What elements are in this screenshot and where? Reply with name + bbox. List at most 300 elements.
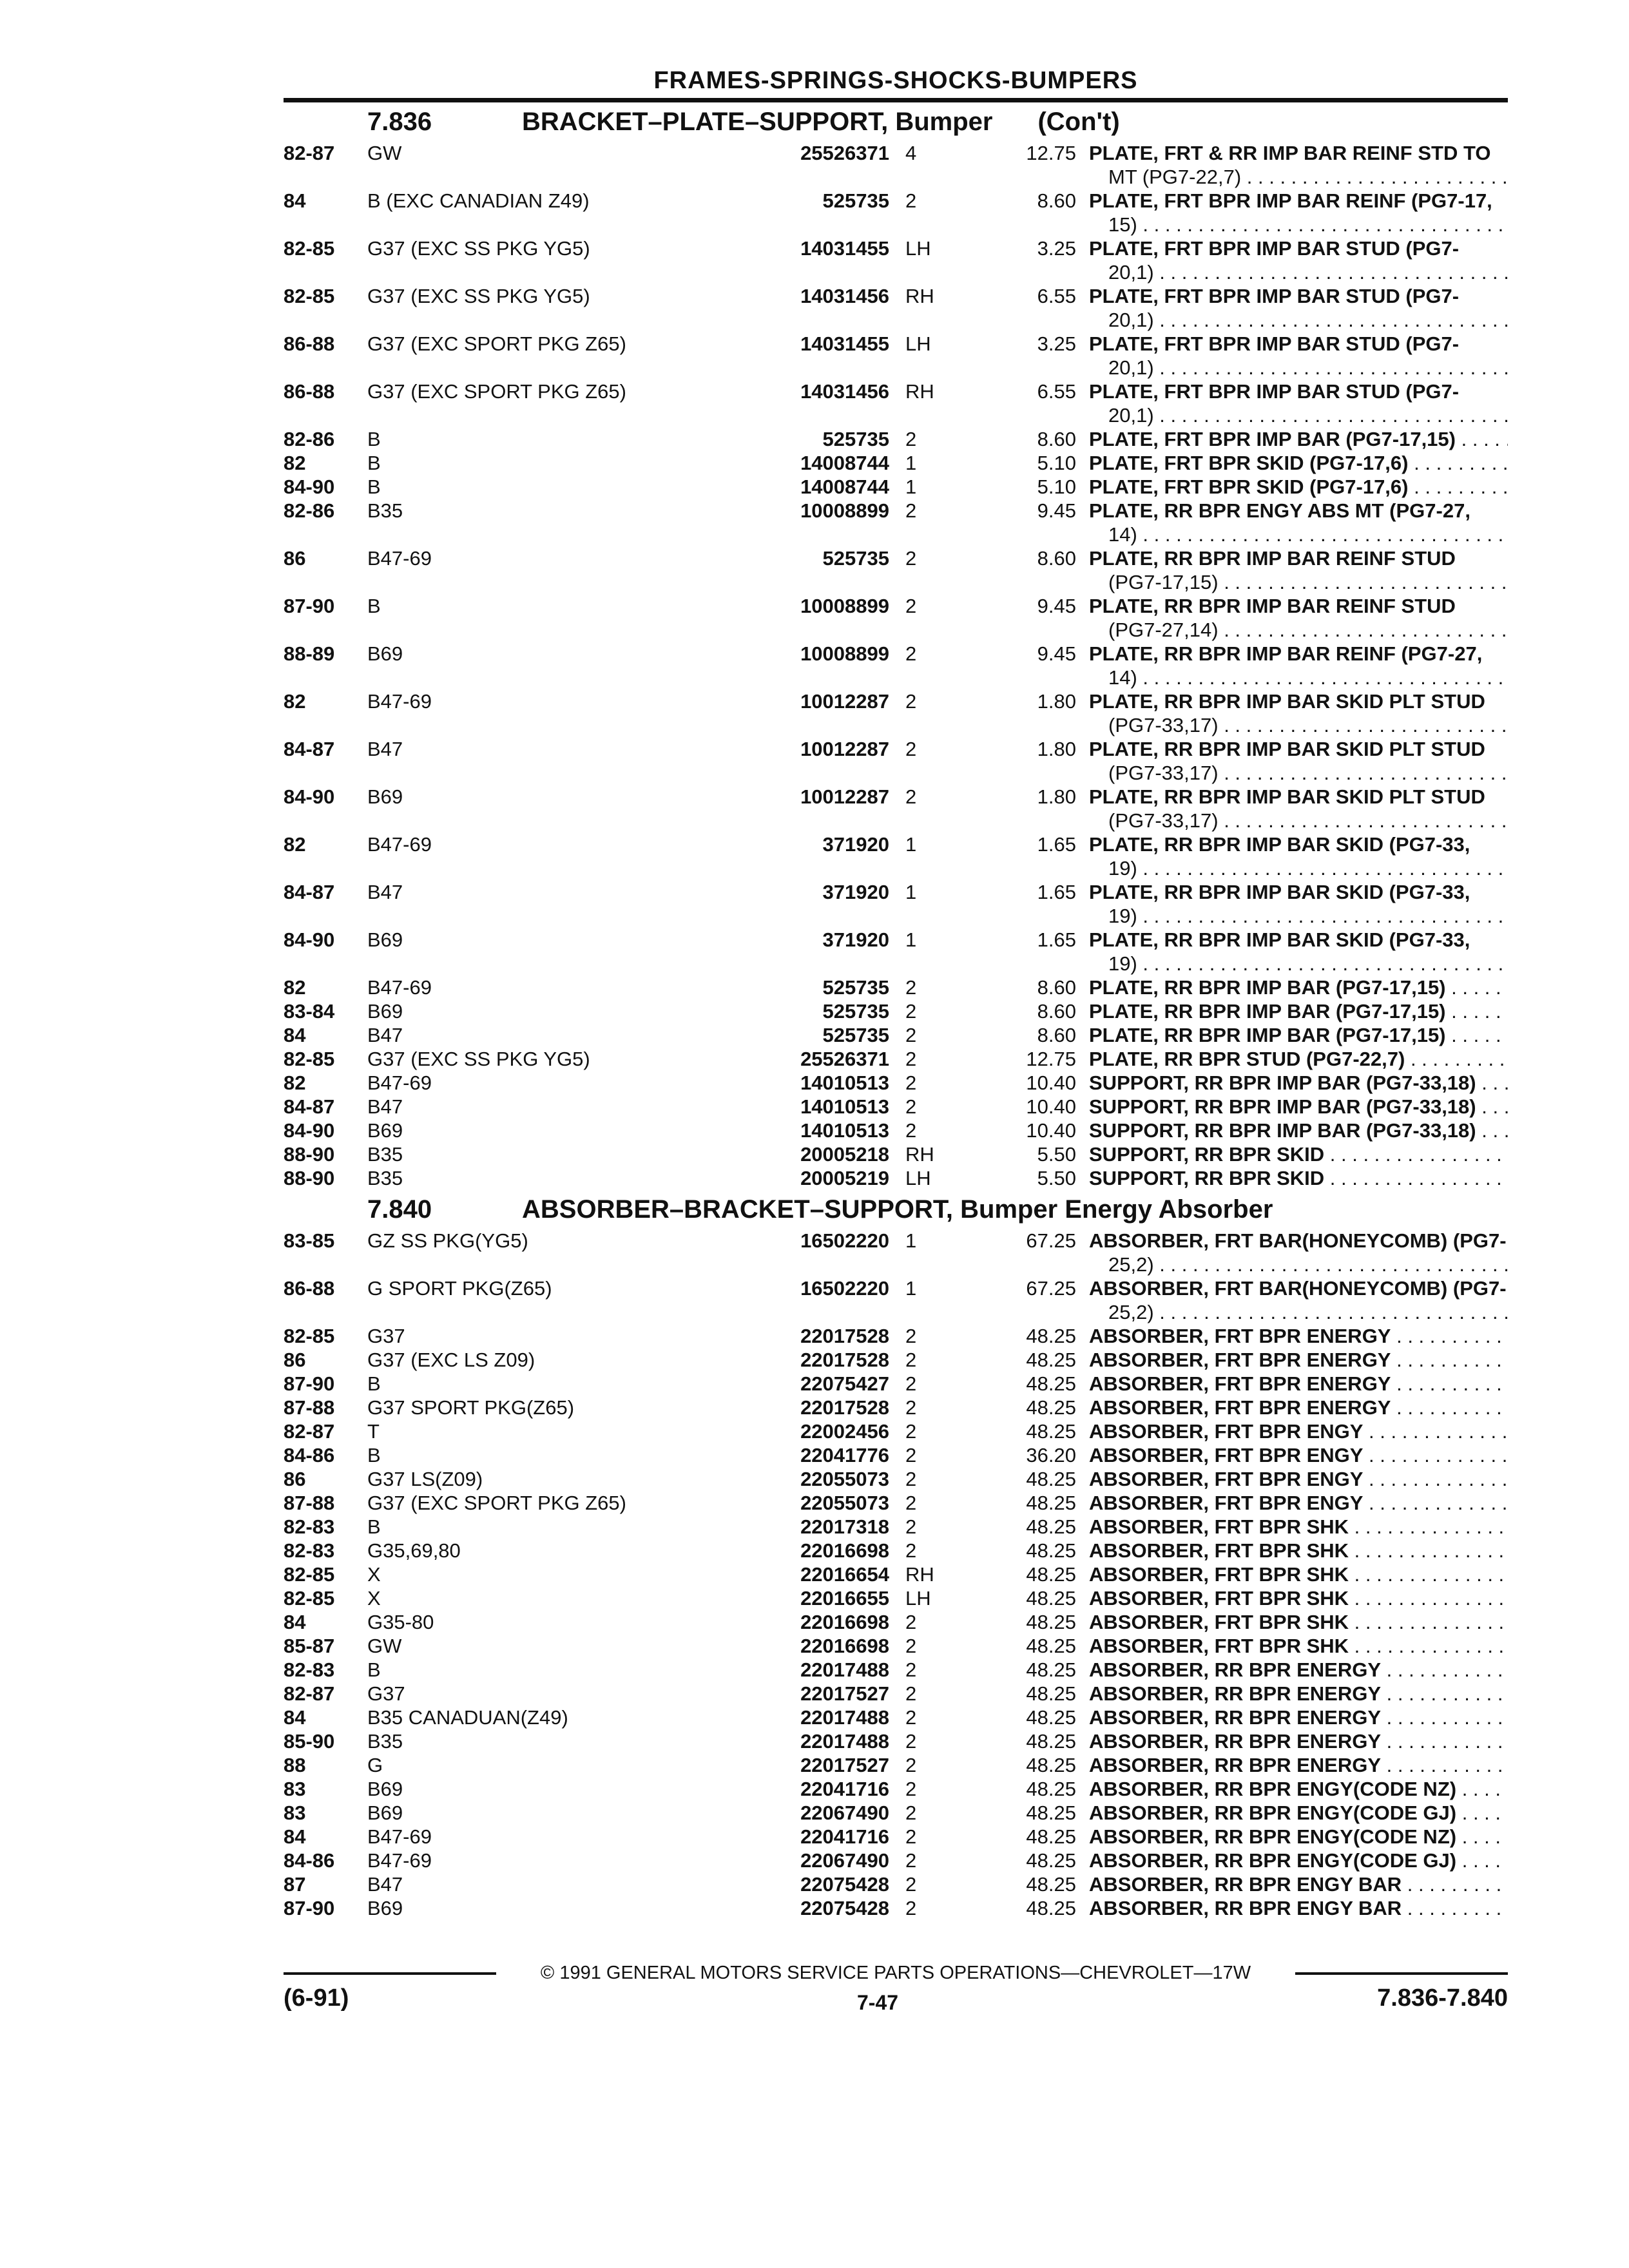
- description-line-1: [1089, 832, 1508, 856]
- part-row: [284, 475, 1508, 499]
- model-code-text: G37 (EXC SS PKG YG5): [367, 285, 594, 307]
- part-description: [1089, 1119, 1508, 1142]
- section-continued-label: (Con't): [1037, 108, 1120, 136]
- part-description: [1089, 1095, 1508, 1119]
- model-code: [367, 1348, 715, 1372]
- part-number: 525735: [822, 1000, 889, 1023]
- part-row: [284, 1443, 1508, 1467]
- model-years: 83-84: [284, 1000, 335, 1023]
- model-code-text: B69: [367, 642, 407, 665]
- footer-rule-right: [1289, 1972, 1508, 1975]
- model-code: [367, 594, 715, 618]
- quantity: 1: [905, 476, 917, 498]
- part-row: [284, 1872, 1508, 1896]
- description-text: PLATE, FRT BPR SKID (PG7-17,6): [1089, 476, 1409, 498]
- part-row: [284, 1166, 1508, 1190]
- model-years: 82-87: [284, 1420, 335, 1443]
- description-text: ABSORBER, FRT BPR ENERGY: [1089, 1349, 1391, 1371]
- part-number: 14010513: [800, 1119, 889, 1142]
- description-line-1: [1089, 785, 1508, 809]
- part-description: [1089, 1634, 1508, 1658]
- footer-page-number: 7-47: [857, 1991, 899, 2014]
- description-line-1: [1089, 1095, 1508, 1119]
- description-line-2: [1089, 213, 1508, 236]
- part-number: 22017528: [800, 1325, 889, 1347]
- price: 6.55: [1037, 380, 1076, 403]
- part-description: [1089, 1872, 1508, 1896]
- description-text: ABSORBER, RR BPR ENERGY: [1089, 1658, 1381, 1681]
- part-description: [1089, 1706, 1508, 1729]
- description-continuation: 20,1): [1108, 309, 1154, 331]
- description-line-2: [1089, 713, 1508, 737]
- price: 8.60: [1037, 1024, 1076, 1046]
- part-number: 22017488: [800, 1658, 889, 1681]
- quantity: 4: [905, 142, 917, 164]
- price: 12.75: [1026, 1048, 1076, 1070]
- part-number: 14010513: [800, 1095, 889, 1118]
- description-line-1: [1089, 475, 1508, 499]
- part-description: [1089, 1729, 1508, 1753]
- part-description: [1089, 642, 1508, 689]
- model-years: 84: [284, 1825, 306, 1848]
- price: 48.25: [1026, 1611, 1076, 1633]
- model-code: [367, 928, 715, 952]
- model-code-text: B47: [367, 1024, 407, 1046]
- part-number: 10008899: [800, 499, 889, 522]
- model-code: [367, 427, 715, 451]
- part-number: 22075427: [800, 1372, 889, 1395]
- part-row: [284, 499, 1508, 546]
- description-text: ABSORBER, RR BPR ENGY(CODE GJ): [1089, 1802, 1457, 1824]
- price: 36.20: [1026, 1444, 1076, 1466]
- part-description: [1089, 1562, 1508, 1586]
- description-text: PLATE, FRT & RR IMP BAR REINF STD TO: [1089, 142, 1491, 164]
- quantity: 2: [905, 1492, 917, 1514]
- section-number: 7.840: [367, 1195, 432, 1224]
- model-years: 82-87: [284, 1682, 335, 1705]
- description-line-2: [1089, 403, 1508, 427]
- model-code-text: B69: [367, 1000, 407, 1023]
- description-text: PLATE, RR BPR IMP BAR REINF STUD: [1089, 547, 1456, 570]
- description-line-1: [1089, 451, 1508, 475]
- model-code-text: X: [367, 1587, 385, 1610]
- section-title-text: BRACKET–PLATE–SUPPORT, Bumper: [522, 108, 993, 136]
- part-row: [284, 1515, 1508, 1539]
- model-code-text: G37 (EXC SPORT PKG Z65): [367, 1492, 630, 1514]
- description-line-2: [1089, 308, 1508, 332]
- price: 48.25: [1026, 1873, 1076, 1896]
- description-line-1: [1089, 380, 1508, 403]
- model-years: 84-86: [284, 1849, 335, 1872]
- quantity: LH: [905, 1587, 931, 1610]
- description-text: ABSORBER, RR BPR ENGY(CODE NZ): [1089, 1825, 1457, 1848]
- price: 48.25: [1026, 1372, 1076, 1395]
- quantity: RH: [905, 285, 934, 307]
- model-code-text: B47-69: [367, 976, 436, 999]
- part-description: [1089, 189, 1508, 236]
- part-description: [1089, 499, 1508, 546]
- model-code-text: B: [367, 428, 385, 450]
- model-code: [367, 1372, 715, 1396]
- description-line-2: [1089, 1300, 1508, 1324]
- part-description: [1089, 880, 1508, 928]
- description-line-1: [1089, 1467, 1508, 1491]
- part-number: 22017528: [800, 1396, 889, 1419]
- model-code: [367, 1396, 715, 1419]
- model-years: 85-87: [284, 1635, 335, 1657]
- model-years: 84-90: [284, 785, 335, 808]
- part-description: [1089, 1539, 1508, 1562]
- model-years: 84: [284, 1611, 306, 1633]
- part-number: 22075428: [800, 1873, 889, 1896]
- footer-section-range: 7.836-7.840: [1377, 1984, 1508, 2012]
- part-description: [1089, 1166, 1508, 1190]
- quantity: 1: [905, 452, 917, 474]
- model-code-text: B: [367, 1658, 385, 1681]
- description-line-2: [1089, 165, 1508, 189]
- part-description: [1089, 928, 1508, 975]
- model-code: [367, 1849, 715, 1872]
- description-line-2: [1089, 618, 1508, 642]
- price: 5.10: [1037, 476, 1076, 498]
- model-years: 82: [284, 452, 306, 474]
- part-number: 14031456: [800, 380, 889, 403]
- description-continuation: 20,1): [1108, 356, 1154, 379]
- part-number: 22017527: [800, 1754, 889, 1776]
- part-row: [284, 880, 1508, 928]
- footer-copyright-line: [284, 1961, 1508, 1984]
- description-line-1: [1089, 1539, 1508, 1562]
- description-text: PLATE, FRT BPR IMP BAR STUD (PG7-: [1089, 332, 1460, 355]
- description-text: PLATE, RR BPR ENGY ABS MT (PG7-27,: [1089, 499, 1470, 522]
- part-number: 22055073: [800, 1468, 889, 1490]
- quantity: 2: [905, 976, 917, 999]
- price: 10.40: [1026, 1072, 1076, 1094]
- description-text: PLATE, FRT BPR SKID (PG7-17,6): [1089, 452, 1409, 474]
- model-code: [367, 1443, 715, 1467]
- description-line-1: [1089, 1419, 1508, 1443]
- model-years: 84-87: [284, 881, 335, 903]
- model-years: 82-83: [284, 1539, 335, 1562]
- quantity: 2: [905, 1754, 917, 1776]
- part-row: [284, 1023, 1508, 1047]
- part-number: 525735: [822, 1024, 889, 1046]
- part-description: [1089, 1348, 1508, 1372]
- part-row: [284, 1682, 1508, 1706]
- model-code: [367, 999, 715, 1023]
- part-number: 371920: [822, 928, 889, 951]
- part-number: 22017528: [800, 1349, 889, 1371]
- price: 48.25: [1026, 1778, 1076, 1800]
- price: 9.45: [1037, 499, 1076, 522]
- part-description: [1089, 475, 1508, 499]
- description-line-1: [1089, 689, 1508, 713]
- description-text: PLATE, RR BPR IMP BAR SKID PLT STUD: [1089, 690, 1485, 713]
- description-line-1: [1089, 499, 1508, 523]
- price: 3.25: [1037, 237, 1076, 260]
- price: 9.45: [1037, 642, 1076, 665]
- part-row: [284, 1071, 1508, 1095]
- part-row: [284, 1562, 1508, 1586]
- description-line-1: [1089, 642, 1508, 666]
- price: 48.25: [1026, 1635, 1076, 1657]
- model-years: 82-85: [284, 1048, 335, 1070]
- part-row: [284, 689, 1508, 737]
- price: 48.25: [1026, 1706, 1076, 1729]
- model-years: 82-85: [284, 1563, 335, 1586]
- description-text: SUPPORT, RR BPR SKID: [1089, 1167, 1325, 1189]
- description-line-1: [1089, 1324, 1508, 1348]
- part-row: [284, 1729, 1508, 1753]
- model-years: 82-85: [284, 1587, 335, 1610]
- part-number: 22055073: [800, 1492, 889, 1514]
- model-code-text: GZ SS PKG(YG5): [367, 1229, 532, 1252]
- model-years: 85-90: [284, 1730, 335, 1753]
- part-number: 371920: [822, 833, 889, 856]
- model-code: [367, 785, 715, 809]
- description-text: ABSORBER, FRT BPR ENGY: [1089, 1492, 1364, 1514]
- part-number: 22041716: [800, 1778, 889, 1800]
- part-number: 14008744: [800, 476, 889, 498]
- part-description: [1089, 1229, 1508, 1276]
- description-line-1: [1089, 999, 1508, 1023]
- description-line-1: [1089, 1372, 1508, 1396]
- price: 5.10: [1037, 452, 1076, 474]
- part-description: [1089, 1142, 1508, 1166]
- model-code: [367, 1610, 715, 1634]
- description-continuation: 25,2): [1108, 1301, 1154, 1323]
- model-code-text: G37 (EXC LS Z09): [367, 1349, 539, 1371]
- quantity: 2: [905, 1048, 917, 1070]
- description-continuation: 19): [1108, 952, 1137, 975]
- description-line-1: [1089, 1276, 1508, 1300]
- part-row: [284, 1467, 1508, 1491]
- quantity: 2: [905, 1658, 917, 1681]
- part-description: [1089, 1071, 1508, 1095]
- description-line-1: [1089, 880, 1508, 904]
- model-code-text: B: [367, 1444, 385, 1466]
- model-years: 82: [284, 1072, 306, 1094]
- model-code-text: G37 (EXC SPORT PKG Z65): [367, 332, 630, 355]
- part-number: 22016698: [800, 1611, 889, 1633]
- model-years: 82-83: [284, 1658, 335, 1681]
- quantity: 2: [905, 1000, 917, 1023]
- model-code: [367, 642, 715, 666]
- part-number: 525735: [822, 547, 889, 570]
- part-row: [284, 141, 1508, 189]
- model-code: [367, 380, 715, 403]
- model-code-text: B69: [367, 1802, 407, 1824]
- quantity: 2: [905, 189, 917, 212]
- model-code: [367, 284, 715, 308]
- model-years: 86-88: [284, 380, 335, 403]
- quantity: LH: [905, 332, 931, 355]
- price: 48.25: [1026, 1325, 1076, 1347]
- part-number: 22017488: [800, 1730, 889, 1753]
- price: 48.25: [1026, 1825, 1076, 1848]
- part-number: 525735: [822, 189, 889, 212]
- part-row: [284, 785, 1508, 832]
- model-code: [367, 546, 715, 570]
- description-text: ABSORBER, RR BPR ENGY BAR: [1089, 1873, 1402, 1896]
- part-description: [1089, 1896, 1508, 1920]
- description-text: SUPPORT, RR BPR IMP BAR (PG7-33,18): [1089, 1072, 1476, 1094]
- model-years: 88: [284, 1754, 306, 1776]
- part-row: [284, 1586, 1508, 1610]
- model-years: 86: [284, 1468, 306, 1490]
- model-years: 82-86: [284, 499, 335, 522]
- part-number: 525735: [822, 428, 889, 450]
- model-code: [367, 1682, 715, 1706]
- section-heading: [284, 102, 1508, 141]
- part-description: [1089, 427, 1508, 451]
- part-number: 16502220: [800, 1229, 889, 1252]
- section-heading: [284, 1190, 1508, 1229]
- model-code-text: G37 SPORT PKG(Z65): [367, 1396, 578, 1419]
- description-line-1: [1089, 1396, 1508, 1419]
- part-row: [284, 928, 1508, 975]
- part-row: [284, 1801, 1508, 1825]
- model-code-text: B35 CANADUAN(Z49): [367, 1706, 572, 1729]
- model-code-text: B47-69: [367, 833, 436, 856]
- description-text: ABSORBER, FRT BPR SHK: [1089, 1515, 1349, 1538]
- part-row: [284, 1047, 1508, 1071]
- model-code: [367, 1634, 715, 1658]
- quantity: 2: [905, 1396, 917, 1419]
- part-description: [1089, 689, 1508, 737]
- description-text: ABSORBER, RR BPR ENERGY: [1089, 1754, 1381, 1776]
- model-code: [367, 1658, 715, 1682]
- model-code: [367, 1229, 715, 1253]
- description-line-2: [1089, 952, 1508, 975]
- description-line-1: [1089, 1142, 1508, 1166]
- part-row: [284, 1276, 1508, 1324]
- price: 48.25: [1026, 1468, 1076, 1490]
- description-line-2: [1089, 809, 1508, 832]
- model-years: 87-90: [284, 595, 335, 617]
- part-row: [284, 1324, 1508, 1348]
- description-text: PLATE, FRT BPR IMP BAR (PG7-17,15): [1089, 428, 1456, 450]
- description-text: SUPPORT, RR BPR IMP BAR (PG7-33,18): [1089, 1095, 1476, 1118]
- model-years: 84: [284, 189, 306, 212]
- description-continuation: (PG7-33,17): [1108, 714, 1219, 736]
- price: 1.65: [1037, 881, 1076, 903]
- description-text: PLATE, RR BPR IMP BAR (PG7-17,15): [1089, 1000, 1446, 1023]
- model-years: 84-87: [284, 1095, 335, 1118]
- model-code: [367, 832, 715, 856]
- quantity: 2: [905, 738, 917, 760]
- model-code: [367, 737, 715, 761]
- quantity: 2: [905, 785, 917, 808]
- model-code-text: G SPORT PKG(Z65): [367, 1277, 556, 1300]
- quantity: RH: [905, 1563, 934, 1586]
- description-continuation: 15): [1108, 213, 1137, 236]
- description-continuation: (PG7-17,15): [1108, 571, 1219, 593]
- quantity: 2: [905, 1635, 917, 1657]
- part-description: [1089, 1443, 1508, 1467]
- description-text: ABSORBER, FRT BAR(HONEYCOMB) (PG7-: [1089, 1277, 1507, 1300]
- part-description: [1089, 1849, 1508, 1872]
- model-code-text: B47: [367, 881, 407, 903]
- description-line-1: [1089, 141, 1508, 165]
- description-line-1: [1089, 928, 1508, 952]
- model-years: 82-85: [284, 237, 335, 260]
- part-number: 10012287: [800, 738, 889, 760]
- part-description: [1089, 284, 1508, 332]
- model-code: [367, 1166, 715, 1190]
- part-number: 22075428: [800, 1897, 889, 1919]
- model-code: [367, 236, 715, 260]
- page-header: FRAMES-SPRINGS-SHOCKS-BUMPERS: [653, 67, 1138, 94]
- description-text: PLATE, RR BPR IMP BAR REINF (PG7-27,: [1089, 642, 1483, 665]
- quantity: 2: [905, 1802, 917, 1824]
- price: 48.25: [1026, 1754, 1076, 1776]
- part-row: [284, 975, 1508, 999]
- description-text: PLATE, FRT BPR IMP BAR STUD (PG7-: [1089, 237, 1460, 260]
- part-description: [1089, 1658, 1508, 1682]
- model-code-text: B35: [367, 1143, 407, 1166]
- quantity: 2: [905, 1444, 917, 1466]
- price: 48.25: [1026, 1396, 1076, 1419]
- part-description: [1089, 999, 1508, 1023]
- model-years: 87-90: [284, 1372, 335, 1395]
- model-code-text: B69: [367, 1897, 407, 1919]
- quantity: 2: [905, 1611, 917, 1633]
- description-line-1: [1089, 1515, 1508, 1539]
- model-code-text: GW: [367, 1635, 405, 1657]
- part-description: [1089, 1491, 1508, 1515]
- description-text: ABSORBER, FRT BPR ENERGY: [1089, 1396, 1391, 1419]
- model-code-text: G35-80: [367, 1611, 438, 1633]
- model-code-text: G35,69,80: [367, 1539, 465, 1562]
- quantity: 2: [905, 1325, 917, 1347]
- price: 8.60: [1037, 1000, 1076, 1023]
- part-description: [1089, 594, 1508, 642]
- part-description: [1089, 1372, 1508, 1396]
- description-line-1: [1089, 1166, 1508, 1190]
- description-line-1: [1089, 1023, 1508, 1047]
- quantity: 2: [905, 1515, 917, 1538]
- price: 1.65: [1037, 833, 1076, 856]
- model-code: [367, 1729, 715, 1753]
- description-line-2: [1089, 856, 1508, 880]
- model-code-text: B69: [367, 785, 407, 808]
- part-description: [1089, 1777, 1508, 1801]
- part-row: [284, 284, 1508, 332]
- description-line-1: [1089, 1777, 1508, 1801]
- part-number: 14031455: [800, 237, 889, 260]
- part-number: 371920: [822, 881, 889, 903]
- description-text: PLATE, RR BPR IMP BAR REINF STUD: [1089, 595, 1456, 617]
- price: 48.25: [1026, 1849, 1076, 1872]
- part-row: [284, 236, 1508, 284]
- part-number: 14031456: [800, 285, 889, 307]
- part-description: [1089, 1419, 1508, 1443]
- quantity: LH: [905, 1167, 931, 1189]
- description-continuation: 20,1): [1108, 404, 1154, 427]
- description-text: PLATE, RR BPR IMP BAR (PG7-17,15): [1089, 976, 1446, 999]
- description-text: PLATE, RR BPR IMP BAR SKID PLT STUD: [1089, 785, 1485, 808]
- catalog-page: [284, 64, 1508, 1920]
- description-text: ABSORBER, FRT BPR SHK: [1089, 1635, 1349, 1657]
- quantity: 2: [905, 428, 917, 450]
- model-code-text: X: [367, 1563, 385, 1586]
- description-line-2: [1089, 666, 1508, 689]
- model-code-text: B35: [367, 1730, 407, 1753]
- quantity: 2: [905, 1372, 917, 1395]
- part-row: [284, 546, 1508, 594]
- part-row: [284, 1372, 1508, 1396]
